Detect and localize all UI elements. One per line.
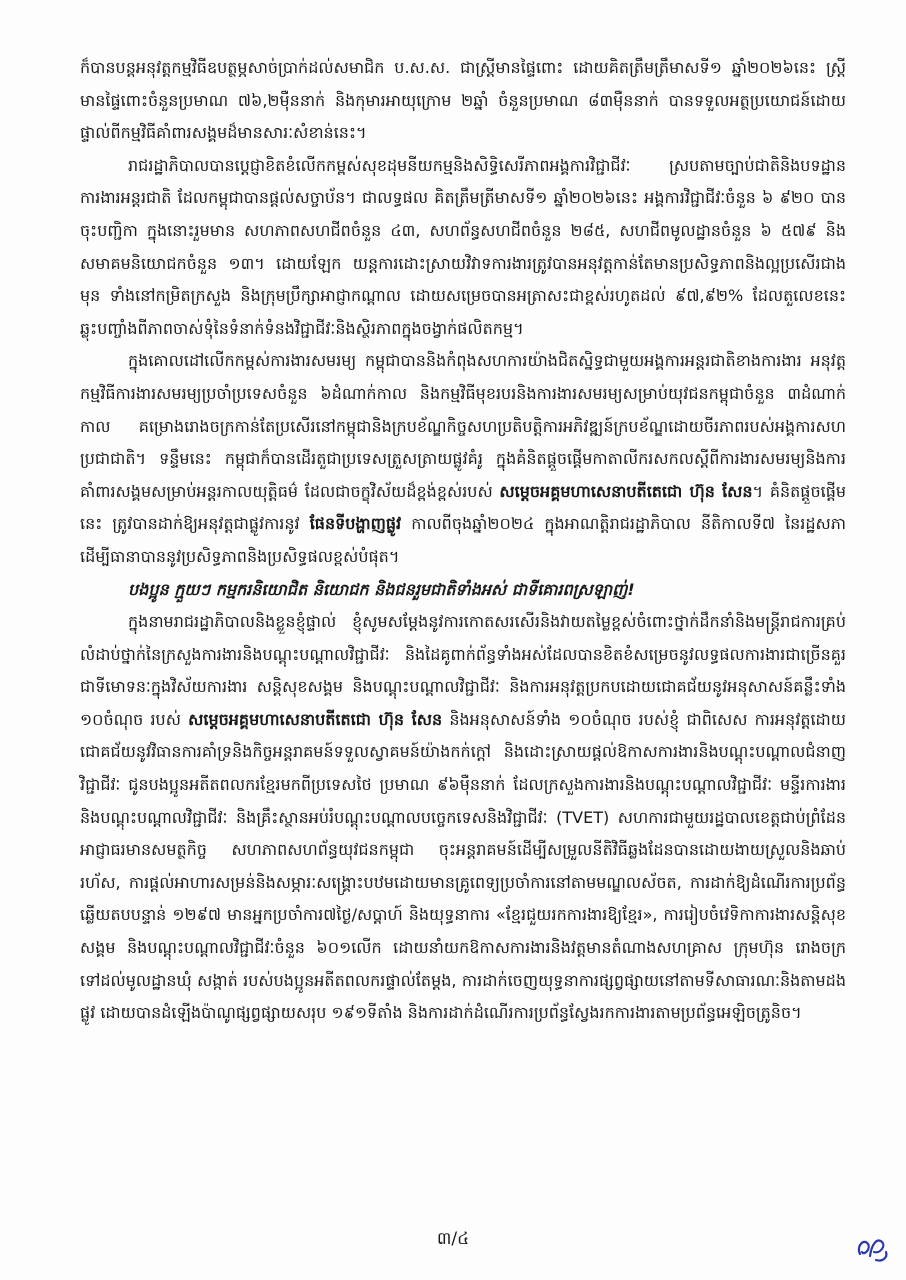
body-paragraph — [80, 52, 846, 150]
text-segment: និងអនុសាសន៍ទាំង ១០ចំណុច របស់ខ្ញុំ ជាពិសេស ការអនុវត្តដោយជោគជ័យនូវវិធានការគាំទ្រនិងកិច្ចអន្តរាគមន៍ទទួលស្វាគមន៍យ៉ាងកក់ក្តៅ និងដោះស្រាយផ្តល់ឱកាសការងារនិងបណ្តុះបណ្តាលជំនាញវិជ្ជាជីវៈ ជូនបងប្អូនអតីតពលករខ្មែរមកពីប្រទេសថៃ ប្រមាណ ៩៦ម៉ឺននាក់ ដែលក្រសួងការងារនិងបណ្តុះបណ្តាលវិជ្ជាជីវៈ មន្ទីរការងារនិងបណ្តុះបណ្តាលវិជ្ជាជីវៈ និងគ្រឹះស្ថានអប់រំបណ្តុះបណ្តាលបច្ចេកទេសនិងវិជ្ជាជីវៈ (TVET) សហការជាមួយរដ្ឋបាលខេត្តជាប់ព្រំដែន អាជ្ញាធរមានសមត្ថកិច្ច សហភាពសហព័ន្ធយុវជនកម្ពុជា ចុះអន្តរាគមន៍ដើម្បីសម្រួលនីតិវិធីឆ្លងដែនបានដោយងាយស្រួលនិងឆាប់រហ័ស, ការផ្តល់អាហារសម្រន់និងសម្ភារៈសង្គ្រោះបឋមដោយមានគ្រូពេទ្យប្រចាំការនៅតាមមណ្ឌលស័ចត, ការដាក់ឱ្យដំណើរការប្រព័ន្ធឆ្លើយតបបន្ទាន់ ១២៩៧ មានអ្នកប្រចាំការ៧ថ្ងៃ/សប្តាហ៍ និងយុទ្ធនាការ «ខ្មែរជួយរកការងារឱ្យខ្មែរ», ការរៀបចំវេទិកាការងារសន្តិសុខសង្គម និងបណ្តុះបណ្តាលវិជ្ជាជីវៈចំនួន ៦០១លើក ដោយនាំយកឱកាសការងារនិងវត្តមានតំណាងសហគ្រាស ក្រុមហ៊ុន រោងចក្រ ទៅដល់មូលដ្ឋានឃុំ សង្កាត់ របស់បងប្អូនអតីតពលករផ្ទាល់តែម្តង, ការដាក់ចេញយុទ្ធនាការផ្សព្វផ្សាយនៅតាមទីសាធារណៈនិងតាមដងផ្លូវ ដោយបានដំឡើងប៉ាណូផ្សព្វផ្សាយសរុប ១៩១ទីតាំង និងការដាក់ដំណើរការប្រព័ន្ធស្វែងរកការងារតាមប្រព័ន្ធអេឡិចត្រូនិច។ — [80, 709, 847, 1023]
text-segment: ។ គំនិតផ្តួចផ្តើមនេះ ត្រូវបានដាក់ឱ្យអនុវត្តជាផ្លូវការនូវ — [80, 481, 847, 534]
bold-text-segment: បងប្អូន ក្មួយៗ កម្មករនិយោជិត និយោជក និងជនរួមជាតិទាំងអស់ ជាទីគោរពស្រឡាញ់! — [128, 579, 635, 599]
bold-text-segment: សម្តេចអគ្គមហាសេនាបតីតេជោ ហ៊ុន សែន — [188, 709, 443, 729]
text-segment: រាជរដ្ឋាភិបាលបានប្តេជ្ញាខិតខំលើកកម្ពស់សុខដុមនីយកម្មនិងសិទ្ធិសេរីភាពអង្គការវិជ្ជាជីវៈ ស្របតាមច្បាប់ជាតិនិងបទដ្ឋានការងារអន្តរជាតិ ដែលកម្ពុជាបានផ្តល់សច្ចាប័ន។ ជាលទ្ធផល គិតត្រឹមត្រីមាសទី១ ឆ្នាំ២០២៦នេះ អង្គការវិជ្ជាជីវៈចំនួន ៦ ៩២០ បានចុះបញ្ជិកា ក្នុងនោះរួមមាន សហភាពសហជីពចំនួន ៤៣, សហព័ន្ធសហជីពចំនួន ២៨៥, សហជីពមូលដ្ឋានចំនួន ៦ ៥៧៩ និងសមាគមនិយោជកចំនួន ១៣។ ដោយឡែក យន្តការដោះស្រាយវិវាទការងារត្រូវបានអនុវត្តកាន់តែមានប្រសិទ្ធភាពនិងល្អប្រសើរជាងមុន ទាំងនៅកម្រិតក្រសួង និងក្រុមប្រឹក្សាអាជ្ញាកណ្តាល ដោយសម្រេចបានអត្រាសះជាខ្ពស់រហូតដល់ ៩៧,៩២% ដែលតួលេខនេះ ឆ្លុះបញ្ចាំងពីភាពចាស់ទុំនៃទំនាក់ទំនងវិជ្ជាជីវៈនិងស្ថិរភាពក្នុងចង្វាក់ផលិតកម្ម។ — [80, 155, 846, 338]
text-segment: ក្នុងនាមរាជរដ្ឋាភិបាលនិងខ្លួនខ្ញុំផ្ទាល់ ខ្ញុំសូមសម្តែងនូវការកោតសរសើរនិងវាយតម្លៃខ្ពស់ចំពោះថ្នាក់ដឹកនាំនិងមន្ត្រីរាជការគ្រប់លំដាប់ថ្នាក់នៃក្រសួងការងារនិងបណ្តុះបណ្តាលវិជ្ជាជីវៈ និងដៃគូពាក់ព័ន្ធទាំងអស់ដែលបានខិតខំសម្រេចនូវលទ្ធផលការងារជាច្រើនគួរជាទីមោទនៈក្នុងវិស័យការងារ សន្តិសុខសង្គម និងបណ្តុះបណ្តាលវិជ្ជាជីវៈ និងការអនុវត្តប្រកបដោយជោគជ័យនូវអនុសាសន៍គន្លឹះទាំង ១០ចំណុច របស់ — [80, 612, 846, 729]
handwritten-initials-mark — [852, 1232, 892, 1268]
text-segment: ក្នុងគោលដៅលើកកម្ពស់ការងារសមរម្យ កម្ពុជាបាននិងកំពុងសហការយ៉ាងជិតស្និទ្ធជាមួយអង្គការអន្តរជាតិខាងការងារ អនុវត្តកម្មវិធីការងារសមរម្យប្រចាំប្រទេសចំនួន ៦ដំណាក់កាល និងកម្មវិធីមុខរបរនិងការងារសមរម្យសម្រាប់យុវជនកម្ពុជាចំនួន ៣ដំណាក់កាល គម្រោងរោងចក្រកាន់តែប្រសើរនៅកម្ពុជានិងក្របខ័ណ្ឌកិច្ចសហប្រតិបត្តិការអភិវឌ្ឍន៍ក្របខ័ណ្ឌដោយចីរភាពរបស់អង្គការសហប្រជាជាតិ។ ទន្ទឹមនេះ កម្ពុជាក៏បានដើរតួជាប្រទេសត្រួសត្រាយផ្លូវគំរូ ក្នុងគំនិតផ្តួចផ្តើមកាតាលីករសកលស្តីពីការងារសមរម្យនិងការគាំពារសង្គមសម្រាប់អន្តរកាលយុត្តិធម៌ ដែលជាចក្ខុវិស័យដ៏ខ្ពង់ខ្ពស់របស់ — [80, 351, 846, 501]
salutation-paragraph — [80, 574, 846, 607]
text-segment: កាលពីចុងឆ្នាំ២០២៤ ក្នុងអាណត្តិរាជរដ្ឋាភិបាល នីតិកាលទី៧ នៃរដ្ឋសភា ដើម្បីធានាបាននូវប្រសិទ្ធភាពនិងប្រសិទ្ធផលខ្ពស់បំផុត។ — [80, 514, 847, 566]
text-segment: ក៏បានបន្តអនុវត្តកម្មវិធីឧបត្ថម្ភសាច់ប្រាក់ដល់សមាជិក ប.ស.ស. ជាស្ត្រីមានផ្ទៃពោះ ដោយគិតត្រឹមត្រឹមាសទី១ ឆ្នាំ២០២៦នេះ ស្ត្រីមានផ្ទៃពោះចំនួនប្រមាណ ៧៦,២ម៉ឺននាក់ និងកុមារអាយុក្រោម ២ឆ្នាំ ចំនួនប្រមាណ ៨៣ម៉ឺននាក់ បានទទួលអត្ថប្រយោជន៍ដោយផ្ទាល់ពីកម្មវិធីគាំពារសង្គមដ៏មានសារៈសំខាន់នេះ។ — [80, 58, 846, 143]
bold-text-segment: សម្តេចអគ្គមហាសេនាបតីតេជោ ហ៊ុន សែន — [499, 481, 753, 501]
page-number: ៣/៤ — [436, 1229, 470, 1249]
document-body — [80, 52, 846, 1030]
body-paragraph — [80, 150, 846, 346]
body-paragraph — [80, 345, 846, 573]
body-paragraph — [80, 606, 846, 1030]
bold-text-segment: ផែនទីបង្ហាញផ្លូវ — [309, 514, 402, 534]
